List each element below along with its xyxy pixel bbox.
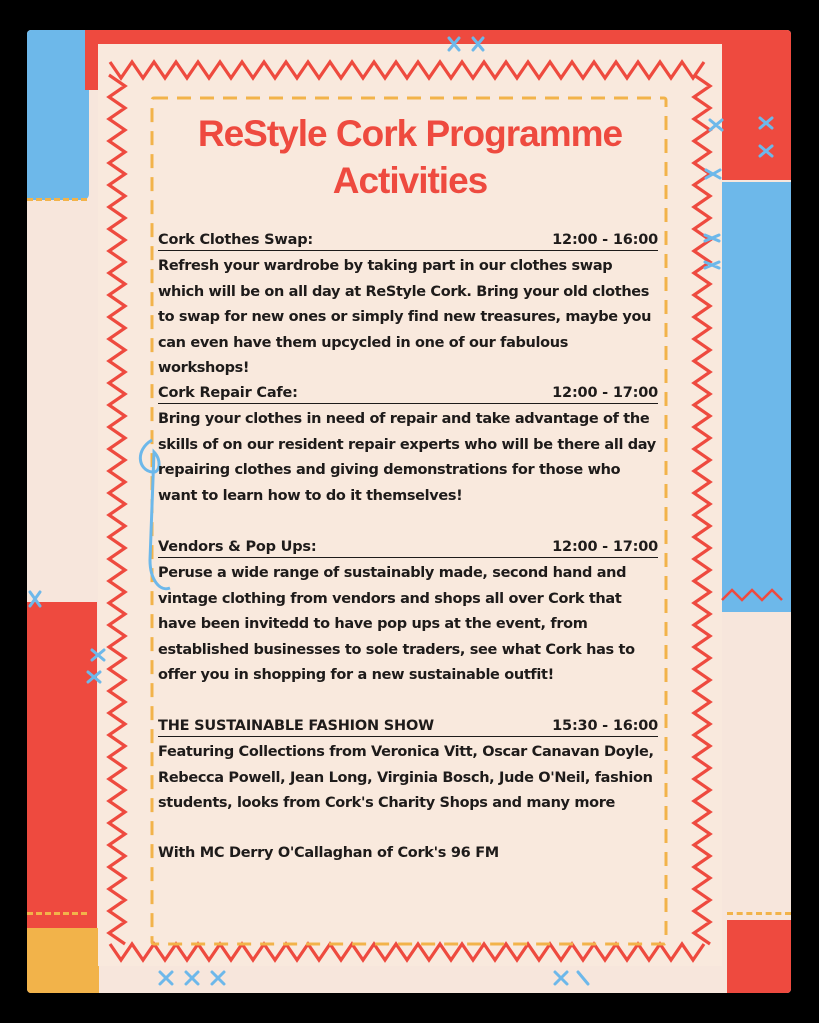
section-name: Cork Clothes Swap: [158,232,313,248]
section-time: 12:00 - 17:00 [552,385,658,401]
section-header [158,384,658,404]
section-fashion-show [158,717,658,817]
section-name: THE SUSTAINABLE FASHION SHOW [158,718,434,734]
section-name: Cork Repair Cafe: [158,385,298,401]
zigzag-bottom [110,944,704,960]
section-time: 12:00 - 17:00 [552,539,658,555]
section-header [158,231,658,251]
section-name: Vendors & Pop Ups: [158,539,317,555]
section-description: Featuring Collections from Veronica Vitt, Oscar Canavan Doyle, Rebecca Powell, Jean Long, Virginia Bosch, Jude O'Neil, fashion students, looks from Cork's Charity Shops and many more [158,744,654,811]
dashed-stitch-border [152,98,666,944]
zigzag-blue-right [722,590,782,600]
section-header [158,538,658,558]
section-time: 12:00 - 16:00 [552,232,658,248]
section-header [158,717,658,737]
section-repair-cafe [158,384,658,509]
closing-mc-line: With MC Derry O'Callaghan of Cork's 96 FM [158,845,499,861]
page-title-line1: ReStyle Cork Programme [197,113,623,154]
section-description: Bring your clothes in need of repair and take advantage of the skills of on our resident repair experts who will be there all day repairing clothes and giving demonstrations for those who want to learn how to do it themselves! [158,411,656,504]
zigzag-right [694,75,710,944]
section-description: Peruse a wide range of sustainably made, second hand and vintage clothing from vendors and shops all over Cork that have been invitedd to have pop ups at the event, from established businesses to sole traders, see what Cork has to offer you in shopping for a new sustainable outfit! [158,565,635,683]
section-vendors-pop-ups [158,538,658,689]
zigzag-left [109,75,125,944]
section-clothes-swap [158,231,658,382]
page-title-line2: Activities [332,160,488,201]
section-time: 15:30 - 16:00 [552,718,658,734]
zigzag-top [110,62,704,78]
section-description: Refresh your wardrobe by taking part in our clothes swap which will be on all day at ReStyle Cork. Bring your old clothes to swap for new ones or simply find new treasures, maybe you can even have them upcycled in one of our fabulous workshops! [158,258,652,376]
